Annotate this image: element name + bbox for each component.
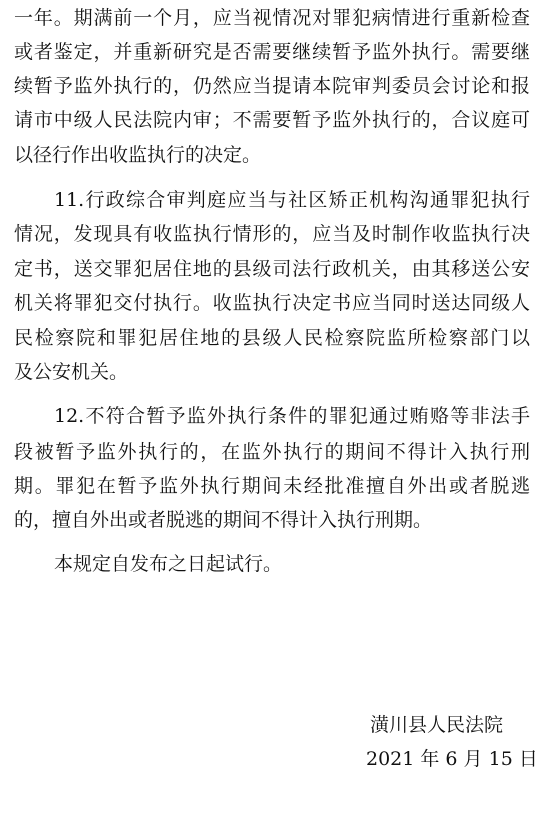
issue-date: 2021 年 6 月 15 日 — [366, 748, 538, 770]
issuer-name: 潢川县人民法院 — [370, 714, 504, 736]
paragraph-line: 续暂予监外执行的，仍然应当提请本院审判委员会讨论和报 — [14, 75, 530, 97]
paragraph-line: 一年。期满前一个月，应当视情况对罪犯病情进行重新检查 — [14, 7, 530, 29]
paragraph-line: 以径行作出收监执行的决定。 — [14, 144, 262, 166]
paragraph-line: 段被暂予监外执行的，在监外执行的期间不得计入执行刑 — [14, 441, 530, 463]
paragraph-line: 的，擅自外出或者脱逃的期间不得计入执行刑期。 — [14, 509, 433, 531]
paragraph-line: 定书，送交罪犯居住地的县级司法行政机关，由其移送公安 — [14, 258, 530, 280]
paragraph-line: 民检察院和罪犯居住地的县级人民检察院监所检察部门以 — [14, 327, 530, 349]
paragraph-line: 或者鉴定，并重新研究是否需要继续暂予监外执行。需要继 — [14, 41, 530, 63]
paragraph-line: 情况，发现具有收监执行情形的，应当及时制作收监执行决 — [14, 223, 530, 245]
paragraph-line: 机关将罪犯交付执行。收监执行决定书应当同时送达同级人 — [14, 292, 530, 314]
paragraph-line: 11.行政综合审判庭应当与社区矫正机构沟通罪犯执行 — [54, 189, 530, 211]
paragraph-line: 本规定自发布之日起试行。 — [54, 553, 283, 575]
paragraph-line: 12.不符合暂予监外执行条件的罪犯通过贿赂等非法手 — [54, 405, 530, 427]
paragraph-line: 请市中级人民法院内审；不需要暂予监外执行的，合议庭可 — [14, 109, 530, 131]
paragraph-line: 及公安机关。 — [14, 361, 129, 383]
paragraph-line: 期。罪犯在暂予监外执行期间未经批准擅自外出或者脱逃 — [14, 475, 530, 497]
